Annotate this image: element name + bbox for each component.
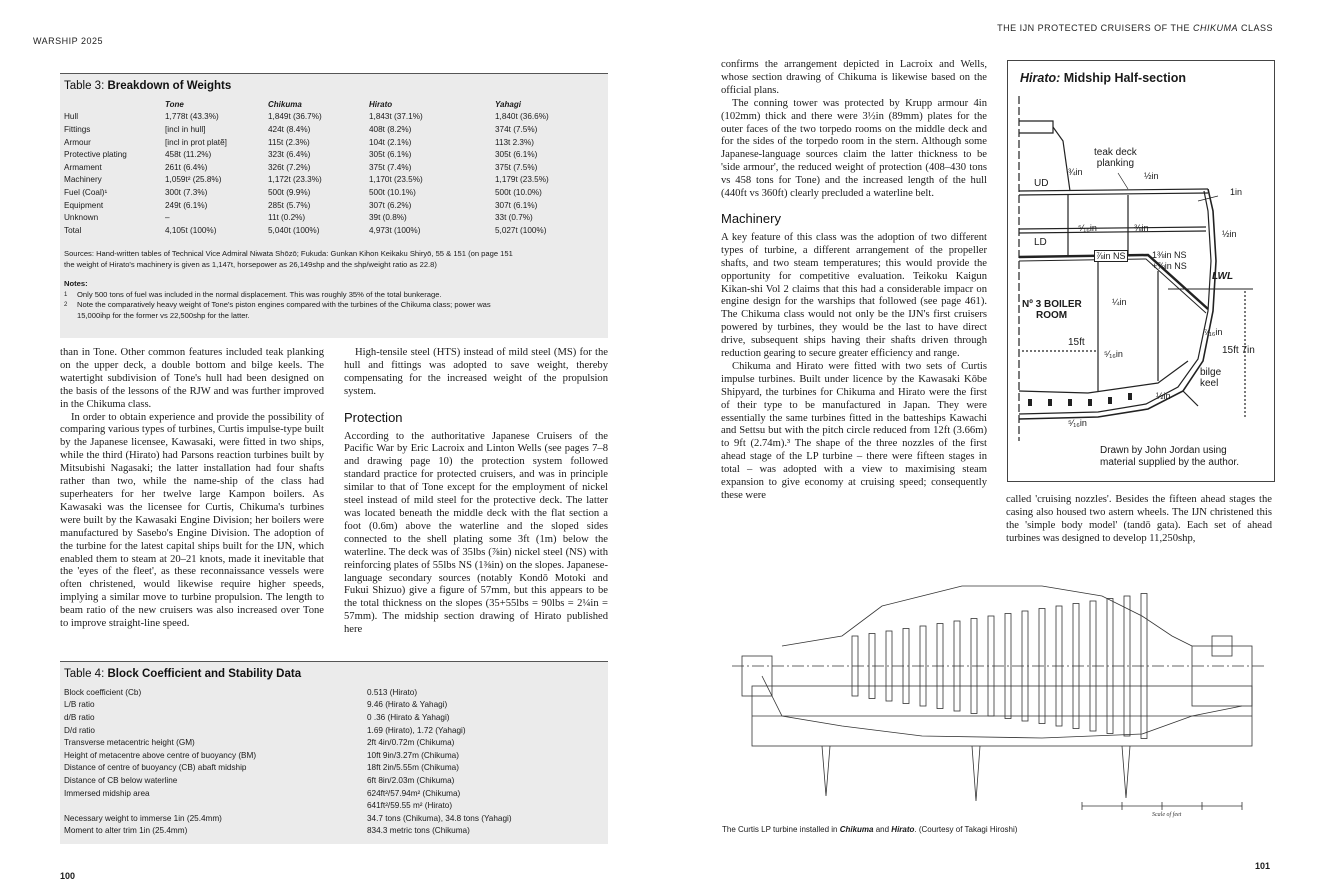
row-label: Equipment <box>64 200 104 210</box>
row-label: Machinery <box>64 175 102 185</box>
table-cell: 1,778t (43.3%) <box>165 112 219 122</box>
stability-table <box>64 686 607 837</box>
row-value: 6ft 8in/2.03m (Chikuma) <box>367 775 455 785</box>
row-label: Transverse metacentric height (GM) <box>64 738 195 748</box>
label-ld: LD <box>1034 237 1047 248</box>
label-thickness: ½in <box>1222 229 1237 239</box>
table-row <box>64 774 607 787</box>
row-value: 624ft²/57.94m² (Chikuma) <box>367 788 461 798</box>
label-thickness: ⅞in NS <box>1096 251 1126 261</box>
table-cell: 458t (11.2%) <box>165 150 212 160</box>
table-cell: 261t (6.4%) <box>165 162 208 172</box>
label-thickness: 1⅜in NS +⅞in NS <box>1152 250 1187 271</box>
table-cell: 500t (9.9%) <box>268 187 311 197</box>
table-row <box>64 699 607 712</box>
table-4 <box>60 661 608 844</box>
table-cell: 5,027t (100%) <box>495 225 547 235</box>
table-cell: 326t (7.2%) <box>268 162 311 172</box>
midship-section-figure <box>1007 60 1275 482</box>
label-thickness: 1in <box>1230 187 1243 197</box>
label-thickness: ¼in <box>1112 297 1127 307</box>
table-cell: 104t (2.1%) <box>369 137 412 147</box>
figure-credit: Drawn by John Jordan using material supplied by the author. <box>1100 445 1239 468</box>
row-value: 2ft 4in/0.72m (Chikuma) <box>367 738 455 748</box>
label-thickness: ⅜in <box>1134 223 1149 233</box>
table-row <box>64 724 607 737</box>
table-cell: 39t (0.8%) <box>369 213 407 223</box>
row-label: Armour <box>64 137 91 147</box>
body-column-1: than in Tone. Other common features included teak planking on the upper deck, a double bottom and bilge keels. The watertight subdivision of Tone's hull had been designed on the basis of the lessons of the RJW and was further improved in the Chikuma class. In order to obtain experience and provide the possibility of comparing various types of turbines, Curtis impulse-type built by the Japanese licensee, Kawasaki, were fitted in two ships, while the third (Hirato) had Parsons reaction turbines built by Mitsubishi Nagasaki; the latter installation had four shafts rather than two, while the name-ship of the class had superheaters for her twelve large Kampon boilers. As Kawasaki was the licensee for Curtis, Chikuma's turbines were built by the Kawasaki Engine Division; her boilers were manufactured by Sasebo's Engine Division. The adoption of the turbine for the latest capital ships built for the IJN, which enabled them to steam at 20–21 knots, made it inevitable that the 'eyes of the fleet', as these reconnaissance vessels were often christened, would likewise require higher speeds, implying a similar move to turbine propulsion. The length to beam ratio of the new cruisers was also increased over Tone to improve straight-line speed. <box>60 347 324 630</box>
row-label: Distance of CB below waterline <box>64 775 178 785</box>
table-row <box>64 686 607 699</box>
table-cell: 408t (8.2%) <box>369 124 412 134</box>
col-header: Chikuma <box>268 99 302 109</box>
label-bilge-keel: bilge keel <box>1200 367 1222 389</box>
table-cell: 113t 2.3%) <box>495 137 534 147</box>
table-row <box>64 148 605 161</box>
row-value: 10ft 9in/3.27m (Chikuma) <box>367 750 459 760</box>
table-row <box>64 136 605 149</box>
table-cell: 374t (7.5%) <box>495 124 538 134</box>
table-cell: 1,059t² (25.8%) <box>165 175 222 185</box>
row-value: 0.513 (Hirato) <box>367 687 418 697</box>
label-thickness: ⁵⁄₁₆in <box>1068 418 1087 428</box>
row-label: Fuel (Coal)¹ <box>64 187 108 197</box>
label-thickness: ⁷⁄₁₆in <box>1204 327 1223 337</box>
table-cell: 4,973t (100%) <box>369 225 421 235</box>
row-label: Total <box>64 225 82 235</box>
label-thickness: ¾in <box>1068 167 1083 177</box>
row-value: 834.3 metric tons (Chikuma) <box>367 826 470 836</box>
table-cell: 375t (7.5%) <box>495 162 538 172</box>
table-3-sources: Sources: Hand-written tables of Technical Vice Admiral Niwata Shōzō; Fukuda: Gunkan Kihon Keikaku Shiryō, 55 & 151 (on page 151 the weight of Hirato's machinery is given as 1,147t, horsepower as 26,149shp and the shp/weight ratio as 22.8) <box>64 249 513 269</box>
label-teak-deck: teak deck planking <box>1094 147 1137 169</box>
table-row <box>64 211 605 224</box>
row-value: 0 .36 (Hirato & Yahagi) <box>367 712 450 722</box>
row-label: Distance of centre of buoyancy (CB) abaft midship <box>64 763 247 773</box>
figure-title: Hirato: Midship Half-section <box>1020 71 1186 85</box>
page-number-right: 101 <box>1255 861 1271 871</box>
row-value: 641ft²/59.55 m² (Hirato) <box>367 801 453 811</box>
row-value: 34.7 tons (Chikuma), 34.8 tons (Yahagi) <box>367 813 512 823</box>
hull-section-drawing <box>1008 61 1274 481</box>
table-3-notes: Notes: 1 Only 500 tons of fuel was included in the normal displacement. This was roughly 35% of the total bunkerage. 2 Note the comparatively heavy weight of Tone's piston engines compared with the turbines of the Chikuma class; power was 15,000ihp for the former vs 22,500shp for the latter. <box>64 279 491 320</box>
row-label: Immersed midship area <box>64 788 150 798</box>
table-cell: 249t (6.1%) <box>165 200 208 210</box>
label-thickness: ½in <box>1144 171 1159 181</box>
row-value: 18ft 2in/5.55m (Chikuma) <box>367 763 459 773</box>
table-cell: – <box>165 213 170 223</box>
table-cell: 500t (10.0%) <box>495 187 542 197</box>
table-cell: 285t (5.7%) <box>268 200 311 210</box>
table-row <box>64 749 607 762</box>
turbine-caption: The Curtis LP turbine installed in Chikuma and Hirato. (Courtesy of Takagi Hiroshi) <box>722 825 1018 834</box>
table-cell: 300t (7.3%) <box>165 187 208 197</box>
table-row <box>64 199 605 212</box>
table-cell: 1,170t (23.5%) <box>369 175 423 185</box>
table-row <box>64 825 607 838</box>
table-row <box>64 123 605 136</box>
table-cell: 307t (6.2%) <box>369 200 412 210</box>
scale-label: Scale of feet <box>1152 812 1182 818</box>
table-cell: 4,105t (100%) <box>165 225 217 235</box>
label-thickness: ⁵⁄₁₆in <box>1078 223 1097 233</box>
table-4-title: Table 4: Block Coefficient and Stability Data <box>64 668 302 680</box>
body-column-4: called 'cruising nozzles'. Besides the fifteen ahead stages the casing also housed two astern wheels. The IJN christened this the 'simple body model' (tandō gata). Each set of ahead turbines was designed to develop 11,250shp, <box>1006 494 1272 544</box>
table-header-row <box>64 98 605 111</box>
row-label: Block coefficient (Cb) <box>64 687 142 697</box>
label-lwl: LWL <box>1212 271 1234 282</box>
table-cell: 500t (10.1%) <box>369 187 416 197</box>
table-3-title: Table 3: Breakdown of Weights <box>64 80 232 92</box>
row-label: Moment to alter trim 1in (25.4mm) <box>64 826 188 836</box>
row-label: Unknown <box>64 213 99 223</box>
table-cell: [incl in prot platẽ] <box>165 137 227 147</box>
col-header: Tone <box>165 99 184 109</box>
body-column-3: confirms the arrangement depicted in Lacroix and Wells, whose section drawing of Chikuma is likewise based on the official plans. The conning tower was protected by Krupp armour 4in (102mm) thick and there were 3½in (89mm) plates for the outer faces of the two torpedo rooms on the middle deck and for the sides of the torpedo room in the stern. Although some Japanese-language sources claim the latter thickness to be 'side armour', the reduced weight of protection (408–430 tons vs 458 tons for Tone) and the increased length of the hull (440ft vs 360ft) clearly precluded a waterline belt. Machinery A key feature of this class was the adoption of two different types of turbine, a different arrangement of the propeller shafts, and two steam temperatures; this would provide the opportunity for competitive evaluation. Teikoku Kaigun Kikan-shi Vol 2 claims that this had a considerable impacr on engine design for the warships that followed (see page 461). The Chikuma class would not only be the IJN's first cruisers powered by turbines, they would be the last to have direct drive, subsequent ships having their shafts driven through reduction gearing to secure greater efficiency and range. Chikuma and Hirato were fitted with two sets of Curtis impulse turbines. Built under licence by the Kawasaki Kōbe Shipyard, the turbines for Chikuma and Hirato were the first of their type to be manufactured in Japan. They were essentially the same turbines fitted in the batteships Kawachi and Settsu but with the pitch circle reduced from 12ft (3.66m) to 9ft (2.74m).³ The shape of the three nozzles of the first ahead stage of the LP turbine – there were fifteen stages in total – was adopted with a view to maximising steam expansion to give economy at cruising speed; consequently these were <box>721 59 987 501</box>
table-cell: 1,179t (23.5%) <box>495 175 549 185</box>
table-row <box>64 762 607 775</box>
table-row <box>64 812 607 825</box>
weights-table <box>64 98 605 237</box>
table-row <box>64 174 605 187</box>
table-cell: 375t (7.4%) <box>369 162 412 172</box>
row-label: Fittings <box>64 124 91 134</box>
table-row <box>64 224 605 237</box>
running-head-right: THE IJN PROTECTED CRUISERS OF THE CHIKUMA CLASS <box>997 23 1273 33</box>
page-number-left: 100 <box>60 871 76 881</box>
row-label: Necessary weight to immerse 1in (25.4mm) <box>64 813 222 823</box>
row-label: D/d ratio <box>64 725 95 735</box>
table-cell: 33t (0.7%) <box>495 213 533 223</box>
col-header: Yahagi <box>495 99 521 109</box>
table-row <box>64 111 605 124</box>
table-cell: [incl in hull] <box>165 124 206 134</box>
label-boiler-room: Nº 3 BOILER ROOM <box>1022 299 1082 321</box>
col-header: Hirato <box>369 99 393 109</box>
body-column-2: High-tensile steel (HTS) instead of mild steel (MS) for the hull and fittings was adopted to save weight, thereby compensating for the increased weight of the propulsion system. Protection According to the authoritative Japanese Cruisers of the Pacific War by Eric Lacroix and Linton Wells (see pages 7–8 and drawing page 10) the protection system followed standard practice for protected cruisers, and was in principle similar to that of Tone except for the employment of nickel steel instead of mild steel for the protective deck. The latter was located beneath the middle deck with the flat section a foot (0.6m) above the waterline and the sloped sides connected to the shell plating some 3ft (1m) below the waterline. The deck was of 35lbs (⅞in) nickel steel (NS) with reinforcing plates of 55lbs NS (1⅜in) on the slopes. Japanese-language secondary sources (notably Kondō Motoki and Fukui Shizuo) give a figure of 57mm, but this appears to be the total thickness on the slopes (35+55lbs = 90lbs = 2¼in = 57mm). The midship section drawing of Hirato published here <box>344 347 608 636</box>
table-cell: 1,840t (36.6%) <box>495 112 549 122</box>
row-label: Hull <box>64 112 79 122</box>
protection-heading: Protection <box>344 409 403 425</box>
table-cell: 305t (6.1%) <box>369 150 412 160</box>
table-row <box>64 787 607 800</box>
table-cell: 307t (6.1%) <box>495 200 538 210</box>
row-value: 9.46 (Hirato & Yahagi) <box>367 700 448 710</box>
table-cell: 424t (8.4%) <box>268 124 311 134</box>
table-row <box>64 711 607 724</box>
table-cell: 1,843t (37.1%) <box>369 112 423 122</box>
label-ud: UD <box>1034 178 1049 189</box>
table-cell: 1,849t (36.7%) <box>268 112 322 122</box>
running-head-left: WARSHIP 2025 <box>33 36 104 46</box>
table-row <box>64 186 605 199</box>
row-value: 1.69 (Hirato), 1.72 (Yahagi) <box>367 725 466 735</box>
table-cell: 5,040t (100%) <box>268 225 320 235</box>
table-row <box>64 736 607 749</box>
row-label: Armament <box>64 162 102 172</box>
table-cell: 323t (6.4%) <box>268 150 311 160</box>
label-thickness: ½in <box>1156 391 1171 401</box>
table-row <box>64 799 607 812</box>
table-3 <box>60 73 608 338</box>
table-cell: 305t (6.1%) <box>495 150 538 160</box>
turbine-drawing <box>722 566 1274 820</box>
table-row <box>64 161 605 174</box>
label-15ft: 15ft <box>1068 337 1085 348</box>
label-thickness: ⁵⁄₁₆in <box>1104 349 1123 359</box>
table-cell: 11t (0.2%) <box>268 213 306 223</box>
label-15ft-7in: 15ft 7in <box>1222 345 1255 356</box>
row-label: Height of metacentre above centre of buoyancy (BM) <box>64 750 257 760</box>
machinery-heading: Machinery <box>721 210 781 226</box>
row-label: Protective plating <box>64 150 127 160</box>
row-label: L/B ratio <box>64 700 95 710</box>
row-label: d/B ratio <box>64 712 95 722</box>
row-label <box>64 799 367 812</box>
table-cell: 115t (2.3%) <box>268 137 310 147</box>
table-cell: 1,172t (23.3%) <box>268 175 322 185</box>
